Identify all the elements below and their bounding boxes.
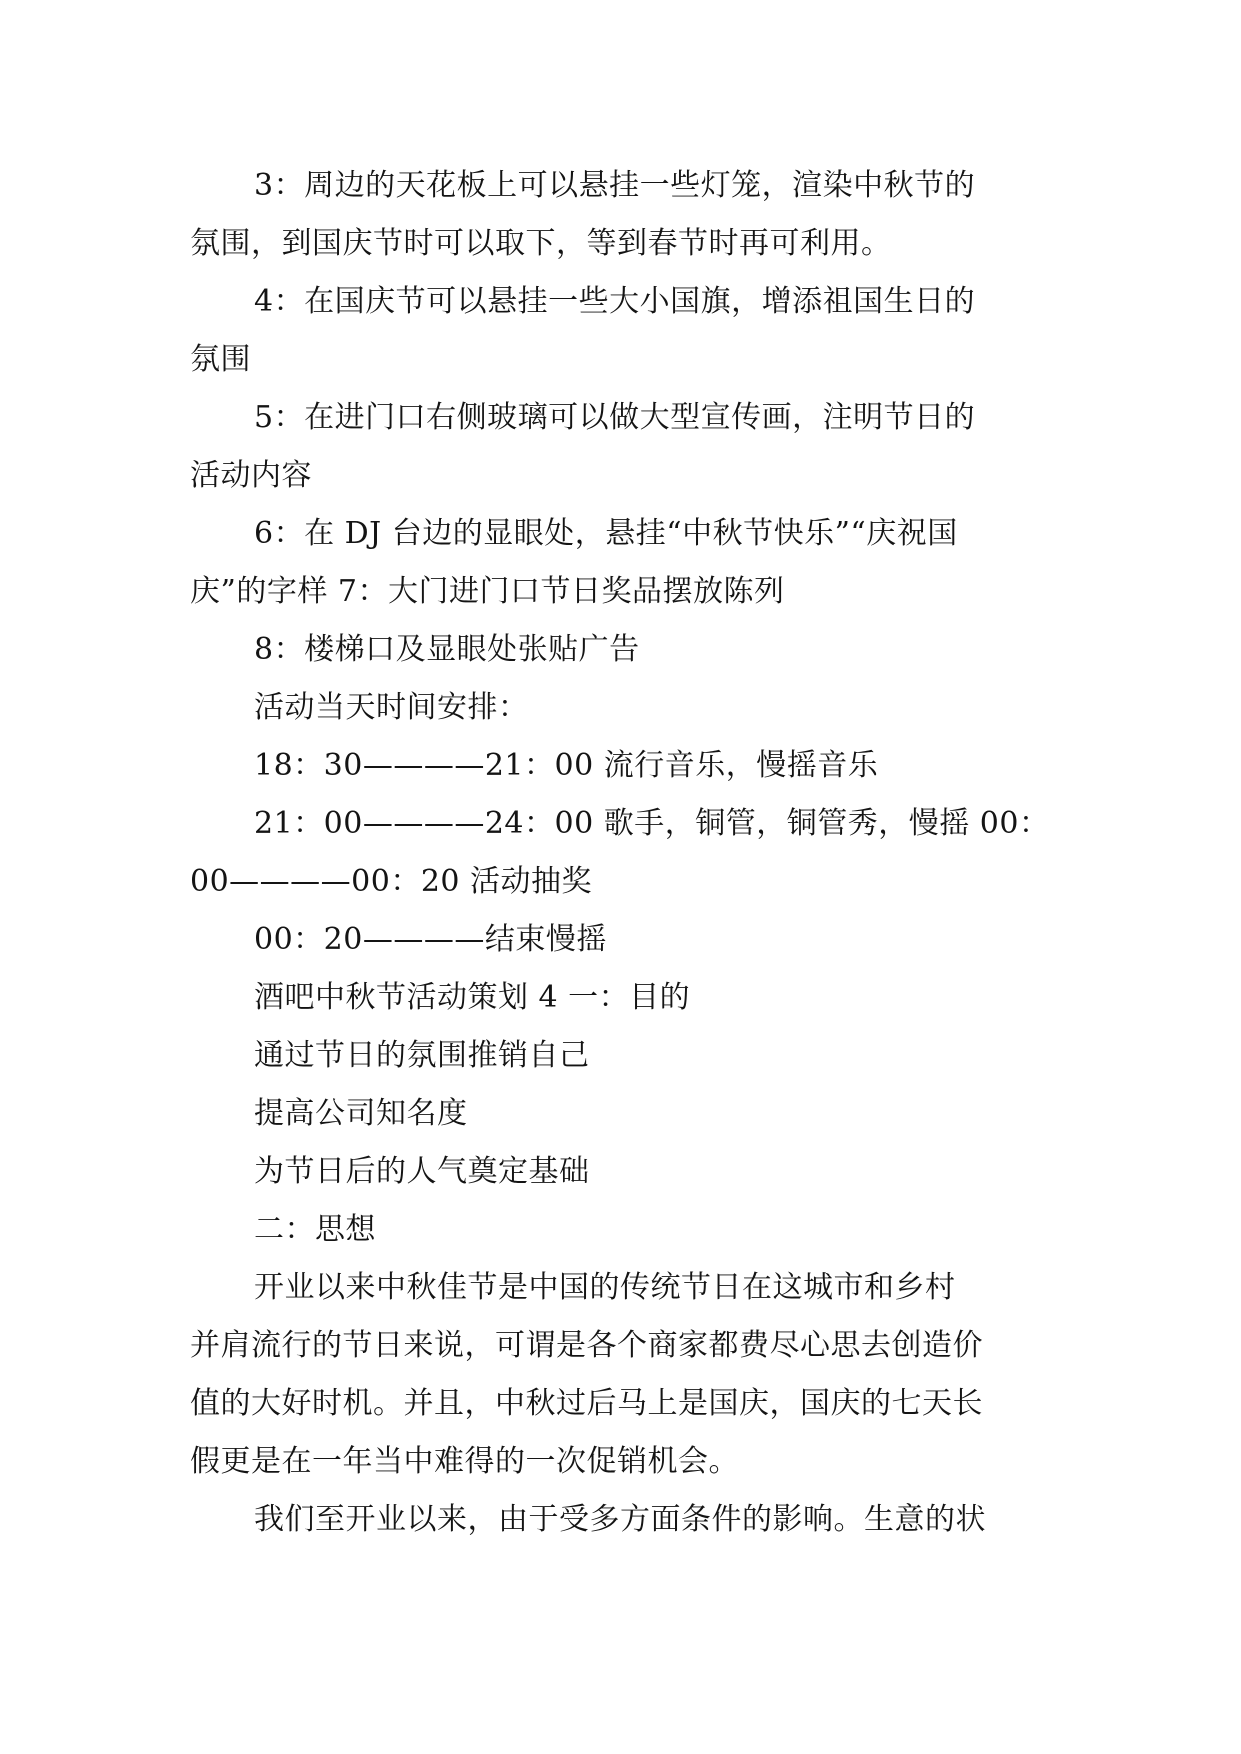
schedule-heading: 活动当天时间安排： bbox=[254, 690, 529, 725]
schedule-line: 18：30————21：00 流行音乐，慢摇音乐 bbox=[254, 748, 879, 783]
paragraph-line: 活动内容 bbox=[190, 458, 312, 493]
section-heading: 二：思想 bbox=[254, 1212, 376, 1247]
paragraph-line: 氛围，到国庆节时可以取下，等到春节时再可利用。 bbox=[190, 226, 892, 261]
paragraph-line: 我们至开业以来，由于受多方面条件的影响。生意的状 bbox=[254, 1502, 986, 1537]
paragraph-line: 提高公司知名度 bbox=[254, 1096, 468, 1131]
paragraph-line: 开业以来中秋佳节是中国的传统节日在这城市和乡村 bbox=[254, 1270, 956, 1305]
paragraph-line: 庆”的字样 7：大门进门口节日奖品摆放陈列 bbox=[190, 574, 785, 609]
paragraph-line: 通过节日的氛围推销自己 bbox=[254, 1038, 590, 1073]
paragraph-line: 8：楼梯口及显眼处张贴广告 bbox=[254, 632, 640, 667]
paragraph-line: 假更是在一年当中难得的一次促销机会。 bbox=[190, 1444, 739, 1479]
paragraph-line: 3：周边的天花板上可以悬挂一些灯笼，渲染中秋节的 bbox=[254, 168, 976, 203]
paragraph-line: 5：在进门口右侧玻璃可以做大型宣传画，注明节日的 bbox=[254, 400, 976, 435]
paragraph-line: 并肩流行的节日来说，可谓是各个商家都费尽心思去创造价 bbox=[190, 1328, 983, 1363]
paragraph-line: 氛围 bbox=[190, 342, 251, 377]
section-heading: 酒吧中秋节活动策划 4 一：目的 bbox=[254, 980, 691, 1015]
paragraph-line: 6：在 DJ 台边的显眼处，悬挂“中秋节快乐”“庆祝国 bbox=[254, 516, 958, 551]
paragraph-line: 为节日后的人气奠定基础 bbox=[254, 1154, 590, 1189]
schedule-line: 00：20————结束慢摇 bbox=[254, 922, 607, 957]
paragraph-line: 4：在国庆节可以悬挂一些大小国旗，增添祖国生日的 bbox=[254, 284, 976, 319]
schedule-line: 21：00————24：00 歌手，铜管，铜管秀，慢摇 00： bbox=[254, 806, 1050, 841]
schedule-line: 00————00：20 活动抽奖 bbox=[190, 864, 593, 899]
paragraph-line: 值的大好时机。并且，中秋过后马上是国庆，国庆的七天长 bbox=[190, 1386, 983, 1421]
